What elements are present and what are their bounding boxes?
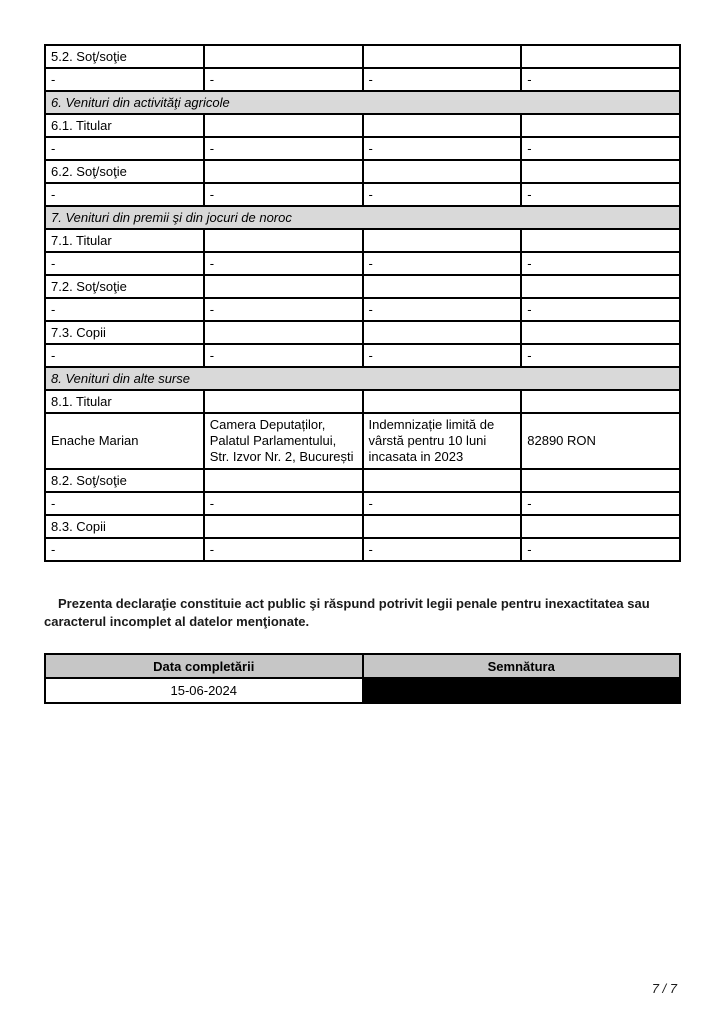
- value-cell: -: [521, 492, 680, 515]
- table-row: [45, 183, 680, 206]
- empty-cell: [363, 390, 522, 413]
- table-row: [45, 137, 680, 160]
- row-label-cell: 7.1. Titular: [45, 229, 204, 252]
- value-cell: -: [521, 68, 680, 91]
- row-label-cell: 6.1. Titular: [45, 114, 204, 137]
- empty-cell: [521, 321, 680, 344]
- section-header-cell: 8. Venituri din alte surse: [45, 367, 680, 390]
- empty-cell: [521, 160, 680, 183]
- table-row: [45, 367, 680, 390]
- value-cell-service: Indemnizație limită de vârstă pentru 10 luni incasata in 2023: [363, 413, 522, 469]
- signature-header-cell: Semnătura: [363, 654, 681, 678]
- table-row: [45, 275, 680, 298]
- value-cell: -: [45, 252, 204, 275]
- empty-cell: [521, 229, 680, 252]
- value-cell: -: [204, 492, 363, 515]
- value-cell: -: [363, 538, 522, 561]
- value-cell: -: [363, 252, 522, 275]
- empty-cell: [204, 160, 363, 183]
- empty-cell: [521, 45, 680, 68]
- table-row: [45, 252, 680, 275]
- row-label-cell: 8.2. Soţ/soţie: [45, 469, 204, 492]
- empty-cell: [521, 515, 680, 538]
- table-row: [45, 229, 680, 252]
- value-cell: -: [45, 492, 204, 515]
- legal-declaration-text: Prezenta declaraţie constituie act public şi răspund potrivit legii penale pentru inexactitatea sau caracterul incomplet al datelor menţionate.: [44, 596, 650, 629]
- empty-cell: [521, 469, 680, 492]
- page-number: 7 / 7: [651, 981, 677, 996]
- value-cell: -: [363, 68, 522, 91]
- value-cell-source: Camera Deputaților, Palatul Parlamentului, Str. Izvor Nr. 2, București: [204, 413, 363, 469]
- empty-cell: [363, 275, 522, 298]
- empty-cell: [521, 275, 680, 298]
- empty-cell: [204, 275, 363, 298]
- value-cell: -: [45, 183, 204, 206]
- value-cell: -: [204, 137, 363, 160]
- table-row: [45, 390, 680, 413]
- value-cell: -: [521, 298, 680, 321]
- value-cell: -: [521, 252, 680, 275]
- empty-cell: [363, 45, 522, 68]
- value-cell: -: [363, 137, 522, 160]
- table-row: [45, 469, 680, 492]
- table-row: [45, 160, 680, 183]
- table-row: [45, 298, 680, 321]
- value-cell-amount: 82890 RON: [521, 413, 680, 469]
- table-row: [45, 492, 680, 515]
- row-label-cell: 6.2. Soţ/soţie: [45, 160, 204, 183]
- date-header-cell: Data completării: [45, 654, 363, 678]
- empty-cell: [363, 114, 522, 137]
- empty-cell: [363, 229, 522, 252]
- value-cell: -: [45, 68, 204, 91]
- table-row: [45, 206, 680, 229]
- table-row: [45, 45, 680, 68]
- value-cell: -: [45, 538, 204, 561]
- value-cell: -: [363, 183, 522, 206]
- section-header-cell: 7. Venituri din premii şi din jocuri de noroc: [45, 206, 680, 229]
- table-row: [45, 68, 680, 91]
- empty-cell: [521, 114, 680, 137]
- date-value-cell: 15-06-2024: [45, 678, 363, 703]
- value-cell: -: [521, 344, 680, 367]
- value-cell: -: [204, 68, 363, 91]
- value-cell: -: [204, 344, 363, 367]
- empty-cell: [363, 160, 522, 183]
- empty-cell: [204, 114, 363, 137]
- table-row: [45, 515, 680, 538]
- table-row: [45, 678, 680, 703]
- row-label-cell: 7.3. Copii: [45, 321, 204, 344]
- empty-cell: [363, 515, 522, 538]
- empty-cell: [204, 469, 363, 492]
- empty-cell: [204, 321, 363, 344]
- value-cell-name: Enache Marian: [45, 413, 204, 469]
- row-label-cell: 7.2. Soţ/soţie: [45, 275, 204, 298]
- empty-cell: [204, 515, 363, 538]
- signature-table: [44, 653, 681, 704]
- value-cell: -: [363, 344, 522, 367]
- income-table: [44, 44, 681, 562]
- table-row: [45, 344, 680, 367]
- value-cell: -: [204, 183, 363, 206]
- value-cell: -: [521, 137, 680, 160]
- empty-cell: [363, 469, 522, 492]
- empty-cell: [204, 229, 363, 252]
- empty-cell: [521, 390, 680, 413]
- value-cell: -: [204, 252, 363, 275]
- value-cell: -: [363, 492, 522, 515]
- signature-redacted-cell: [363, 678, 681, 703]
- row-label-cell: 8.1. Titular: [45, 390, 204, 413]
- table-row: [45, 654, 680, 678]
- value-cell: -: [363, 298, 522, 321]
- value-cell: -: [521, 183, 680, 206]
- value-cell: -: [45, 344, 204, 367]
- value-cell: -: [45, 137, 204, 160]
- table-row: [45, 413, 680, 469]
- table-row: [45, 91, 680, 114]
- empty-cell: [204, 390, 363, 413]
- table-row: [45, 538, 680, 561]
- value-cell: -: [521, 538, 680, 561]
- table-row: [45, 321, 680, 344]
- row-label-cell: 8.3. Copii: [45, 515, 204, 538]
- table-row: [45, 114, 680, 137]
- empty-cell: [204, 45, 363, 68]
- value-cell: -: [204, 298, 363, 321]
- value-cell: -: [204, 538, 363, 561]
- empty-cell: [363, 321, 522, 344]
- section-header-cell: 6. Venituri din activităţi agricole: [45, 91, 680, 114]
- value-cell: -: [45, 298, 204, 321]
- row-label-cell: 5.2. Soţ/soţie: [45, 45, 204, 68]
